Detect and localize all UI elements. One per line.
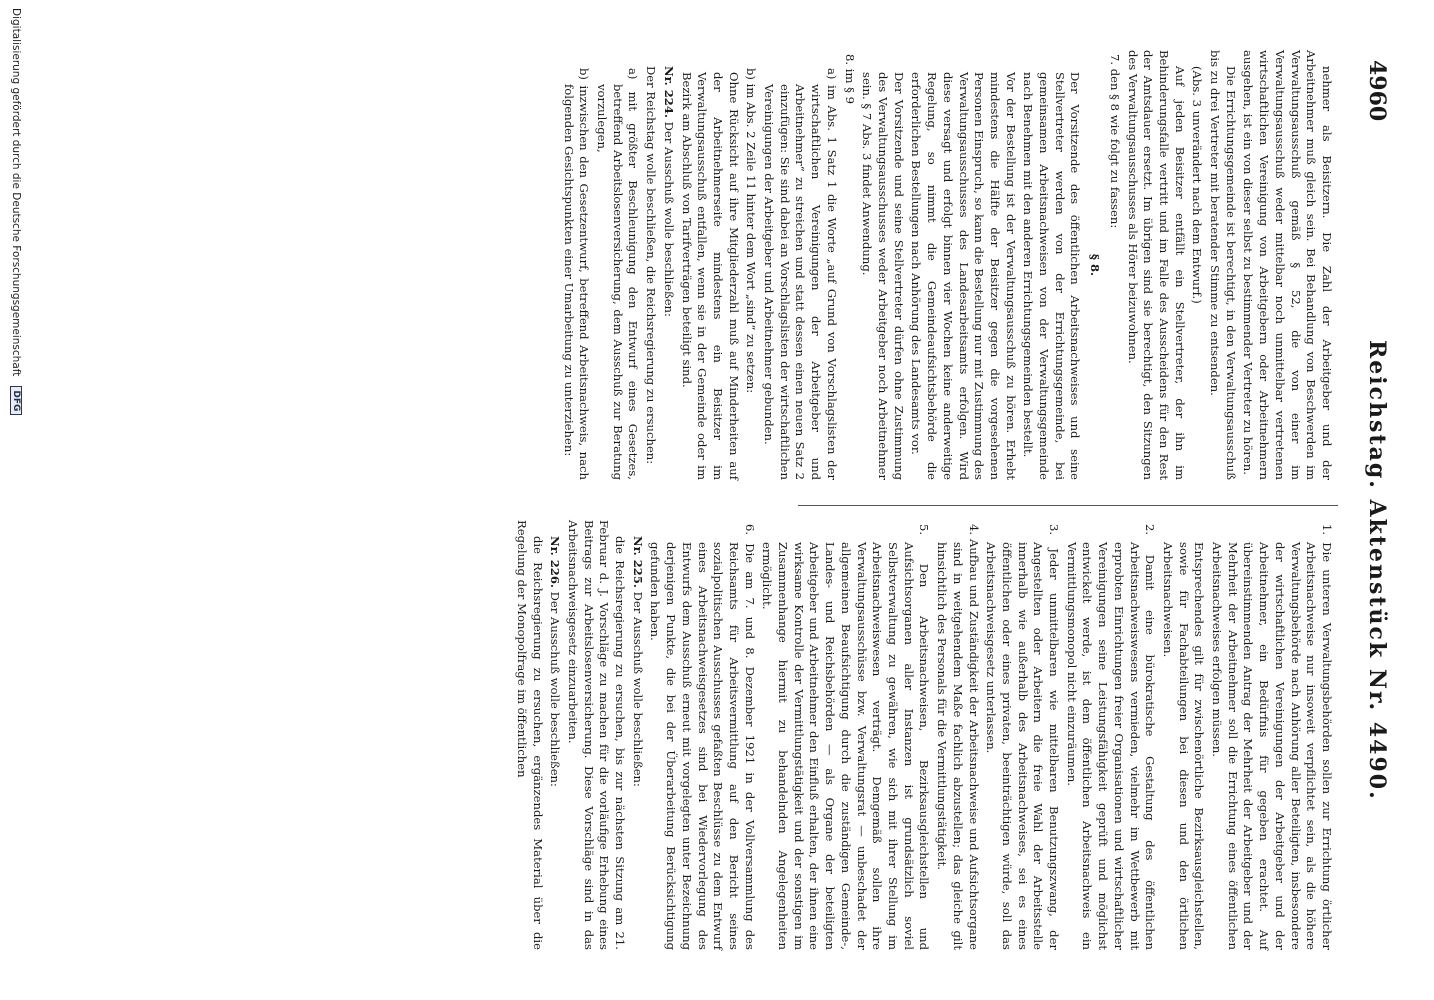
list-item-a: a) mit größter Beschleunigung den Entwurf eines Gesetzes, betreffend Arbeitslosenversicherung, dem Ausschuß zur Beratung vorzulegen,: [595, 68, 641, 480]
list-item-3: 3. Jeder unmittelbaren wie mittelbaren Benutzungszwang, der Angestellten oder Arbeitern die freie Wahl der Arbeitsstelle innerhalb wie außerhalb des Arbeitsnachweises, sei es eines öffentlichen oder eines privaten, beeinträchtigen würde, soll das Arbeitsnachweisgesetz unterlassen.: [984, 524, 1062, 950]
resolution-224: [660, 50, 676, 480]
paragraph: Entsprechendes gilt für zwischenörtliche Bezirksausgleichstellen, sowie für Fachabteilungen bei diesen und den örtlichen Arbeitsnachweisen.: [1160, 542, 1207, 950]
page-title: Reichstag. Aktenstück Nr. 4490.: [1364, 340, 1390, 801]
resolution-text: Der Ausschuß wolle beschließen:: [630, 591, 645, 787]
column-divider: [798, 505, 1338, 506]
resolution-text: Der Ausschuß wolle beschließen:: [661, 121, 676, 317]
paragraph: nehmer als Beisitzern. Die Zahl der Arbeitgeber und der Arbeitnehmer muß gleich sein. Bei Behandlung von Beschwerden im Verwaltungsausschuß gemäß § 52, die von einer im Verwaltungsausschuß weder mittelbar noch unmittelbar vertretenen wirtschaftlichen Vereinigung von Arbeitgebern oder Arbeitnehmern ausgehen, ist ein von dieser selbst zu bestimmender Vertreter zu hören.: [1241, 50, 1334, 480]
list-item-2: 2. Damit eine bürokratische Gestaltung des öffentlichen Arbeitsnachweiswesens vermieden, vielmehr im Wettbewerb mit erprobten Einrichtungen freier Organisationen und wirtschaftlicher Vereinigungen seine Leistungsfähigkeit geprüft und möglichst entwickelt werde, ist dem öffentlichen Arbeitsnachweis ein Vermittlungsmonopol nicht einzuräumen.: [1064, 524, 1158, 950]
funding-text: Digitalisierung gefördert durch die Deutsche Forschungsgemeinschaft: [10, 8, 22, 377]
resolution-226: [547, 520, 563, 950]
list-item-8a: a) im Abs. 1 Satz 1 die Worte „auf Grund von Vorschlagslisten der wirtschaftlichen Vereinigungen der Arbeitgeber und Arbeitnehmer“ zu streichen und statt dessen einen neuen Satz 2 einzufügen: Sie sind dabei an Vorschlagslisten der wirtschaftlichen Vereinigungen der Arbeitgeber und Arbeitnehmer gebunden.: [762, 68, 839, 480]
dfg-logo: DFG: [10, 386, 22, 415]
resolution-number: Nr. 226.: [548, 536, 563, 588]
list-item-6: 6. Die am 7. und 8. Dezember 1921 in der Vollversammlung des Reichsamts für Arbeitsvermittlung auf den Bericht seines sozialpolitischen Ausschusses gefaßten Beschlüsse zu dem Entwurf eines Arbeitsnachweisgesetzes sind bei Wiedervorlegung des Entwurfs dem Ausschuß erneut mit vorgelegten unter Bezeichnung derjenigen Punkte, die bei der Überarbeitung Berücksichtigung gefunden haben.: [648, 524, 757, 950]
resolution-text: Der Ausschuß wolle beschließen:: [548, 591, 563, 787]
list-item-5: 5. Den Arbeitsnachweisen, Bezirksausgleichstellen und Aufsichtsorganen aller Instanzen ist grundsätzlich soviel Selbstverwaltung zu gewähren, wie sich mit ihrer Stellung im Arbeitsnachweiswesen verträgt. Demgemäß sollen ihre Verwaltungsausschüsse bzw. Verwaltungsrat — unbeschadet der allgemeinen Beaufsichtigung durch die zuständigen Gemeinde-, Landes- und Reichsbehörden — als Organe der beteiligten Arbeitgeber und Arbeitnehmer den Einfluß erhalten, der ihnen eine wirksame Kontrolle der Vermittlungstätigkeit und der sonstigen im Zusammenhange hiermit zu behandelnden Angelegenheiten ermöglicht.: [760, 524, 932, 950]
list-item-7: 7. den § 8 wie folgt zu fassen:: [1107, 54, 1122, 229]
paragraph: Vor der Bestellung ist der Verwaltungsausschuß zu hören. Erhebt mindestens die Hälfte der Beisitzer gegen die vorgesehenen Personen Einspruch, so kann die Bestellung nur mit Zustimmung des Verwaltungsausschusses des Landesarbeitsamts erfolgen. Wird diese versagt und erfolgt binnen vier Wochen keine anderweitige Regelung, so nimmt die Gemeindeaufsichtsbehörde die erforderlichen Bestellungen nach Anhörung des Landesamts vor.: [909, 72, 1018, 480]
list-item-1: 1. Die unteren Verwaltungsbehörden sollen zur Errichtung örtlicher Arbeitsnachweise nur insoweit verpflichtet sein, als die höhere Verwaltungsbehörde nach Anhörung aller Beteiligten, insbesondere der wirtschaftlichen Vereinigungen der Arbeitgeber und der Arbeitnehmer, ein Bedürfnis für gegeben erachtet. Auf übereinstimmenden Antrag der Mehrheit der Arbeitgeber und der Mehrheit der Arbeitnehmer soll die Errichtung eines öffentlichen Arbeitsnachweises erfolgen müssen.: [1210, 524, 1334, 950]
resolution-number: Nr. 224.: [661, 66, 676, 118]
paragraph: die Reichsregierung zu ersuchen, bis zur nächsten Sitzung am 21. Februar d. J. Vorschläge zu machen für die vorläufige Erhebung eines Beitrags zur Arbeitslosenversicherung. Diese Vorschläge sind in das Arbeitsnachweisgesetz einzuarbeiten.: [565, 520, 628, 950]
paragraph: (Abs. 3 unverändert nach dem Entwurf.): [1190, 66, 1205, 304]
list-item-8b: b) im Abs. 2 Zeile 11 hinter dem Wort „sind“ zu setzen:: [744, 68, 759, 394]
section-heading: § 8.: [1088, 253, 1103, 277]
paragraph: Der Vorsitzende des öffentlichen Arbeitsnachweises und seine Stellvertreter werden von der Errichtungsgemeinde, bei gemeinsamen Arbeitsnachweisen von der Verwaltungsgemeinde nach Benehmen mit den anderen Errichtungsgemeinden bestellt.: [1021, 72, 1083, 480]
resolution-225: [629, 520, 645, 950]
paragraph: Der Reichstag wolle beschließen, die Reichsregierung zu ersuchen:: [644, 66, 659, 465]
paragraph: Auf jeden Beisitzer entfällt ein Stellvertreter, der ihn im Behinderungsfalle vertritt und im Falle des Ausscheidens für den Rest der Amtsdauer ersetzt. Im übrigen sind sie berechtigt, den Sitzungen des Verwaltungsausschusses als Hörer beizuwohnen.: [1125, 50, 1187, 480]
list-item-4: 4. Aufbau und Zuständigkeit der Arbeitsnachweise und Aufsichtsorgane sind in weitgehendem Maße fachlich abzustellen; das gleiche gilt hinsichtlich des Personals für die Vermittlungstätigkeit.: [935, 524, 981, 950]
paragraph: Die Errichtungsgemeinde ist berechtigt, in den Verwaltungsausschuß bis zu drei Vertreter mit beratender Stimme zu entsenden.: [1208, 50, 1238, 480]
paragraph: die Reichsregierung zu ersuchen, ergänzendes Material über die Regelung der Monopolfrage im öffentlichen: [514, 520, 545, 950]
resolution-number: Nr. 225.: [630, 536, 645, 588]
list-item-b: b) inzwischen den Gesetzentwurf, betreffend Arbeitsnachweis, nach folgenden Gesichtspunkten einer Umarbeitung zu unterziehen:: [561, 68, 592, 480]
paragraph: Ohne Rücksicht auf ihre Mitgliederzahl muß auf Minderheiten auf der Arbeitnehmerseite mindestens ein Beisitzer im Verwaltungsausschuß entfallen, wenn sie in der Gemeinde oder im Bezirk am Abschluß von Tarifverträgen beteiligt sind.: [679, 72, 741, 480]
list-item-8: 8. im § 9: [842, 54, 857, 104]
page-number: 4960: [1364, 60, 1390, 122]
right-column: [511, 520, 1334, 950]
funding-note: [6, 8, 26, 992]
left-column: [558, 50, 1334, 480]
page-header: [1354, 50, 1394, 950]
paragraph: Der Vorsitzende und seine Stellvertreter dürfen ohne Zustimmung des Verwaltungsausschusses weder Arbeitgeber noch Arbeitnehmer sein. § 7 Abs. 3 findet Anwendung.: [860, 72, 906, 480]
